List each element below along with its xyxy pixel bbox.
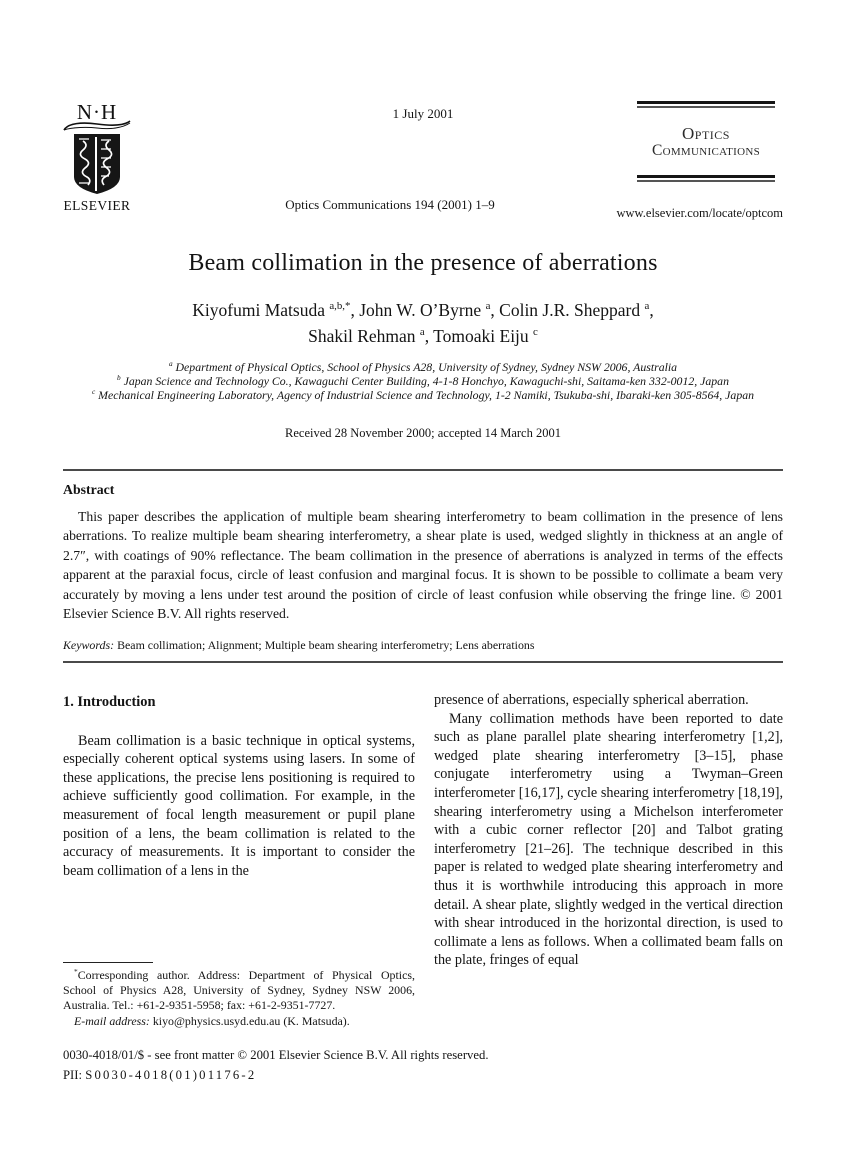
abstract-text: This paper describes the application of multiple beam shearing interferometry to beam collimation in the presence of lens aberrations. To realize multiple beam shearing interferometry, a shear plate is used, wedged slightly in thickness at an angle of 2.7″, with coatings of 90% reflectance. The beam collimation in the presence of aberrations is analyzed in terms of the effects apparent at the paraxial focus, circle of least confusion and marginal focus. It is shown to be possible to collimate a beam very accurately by moving a lens under test around the position of circle of least confusion while observing the fringe line. © 2001 Elsevier Science B.V. All rights reserved. <box>63 509 783 622</box>
elsevier-shield-icon <box>73 133 121 195</box>
footnote-marker: * <box>74 966 78 976</box>
journal-website-url: www.elsevier.com/locate/optcom <box>616 206 783 220</box>
intro-paragraph-left: Beam collimation is a basic technique in optical systems, especially coherent optical systems using lasers. In some of these applications, the precise lens positioning is required to achieve sufficiently good collimation. For example, in the measurement of focal length measurement or pupil plane position of a lens, the beam collimation is related to the accuracy of measurements. It is important to consider the beam collimation of a lens in the <box>63 732 415 879</box>
pii-label: PII: <box>63 1067 83 1082</box>
pii-line <box>63 1066 783 1086</box>
keywords-bottom-rule <box>63 661 783 663</box>
introduction-section <box>63 691 415 880</box>
affiliation-item: $^a$ Department of Physical Optics, School of Physics A28, University of Sydney, Sydney NSW 2006, Australia <box>168 359 678 374</box>
footnote-rule <box>63 962 153 963</box>
left-column <box>63 691 415 1029</box>
footnote-email <box>63 1014 415 1029</box>
author-line-1: Kiyofumi Matsuda $^{a,b,*}$, John W. O’Byrne $^a$, Colin J.R. Sheppard $^a$, <box>192 300 654 320</box>
affiliation-item: $^c$ Mechanical Engineering Laboratory, Agency of Industrial Science and Technology, 1-2 Namiki, Tsukuba-shi, Ibaraki-ken 305-8564, Japan <box>91 387 755 403</box>
section-heading-introduction: 1. Introduction <box>63 694 156 710</box>
north-holland-logo-text: N·H <box>76 100 118 124</box>
journal-name-line2: Communications <box>651 142 761 159</box>
author-line-2: Shakil Rehman $^a$, Tomoaki Eiju $^c$ <box>308 326 538 346</box>
affiliation-item: $^b$ Japan Science and Technology Co., Kawaguchi Center Building, 4-1-8 Honchyo, Kawaguchi-shi, Saitama-ken 332-0012, Japan <box>117 373 729 389</box>
intro-paragraph-right-2: Many collimation methods have been reported to date such as plane parallel plate shearing interferometry [1,2], wedged plate shearing interferometry [3–15], phase conjugate interferometry using a Twyman–Green interferometer [16,17], cycle shearing interferometry [18,19], shearing interferometry using a Michelson interferometer with a cubic corner reflector [20] and Talbot grating interferometry [21–26]. The technique described in this paper is related to wedged plate shearing interferometry and thus it is worthwhile introducing this approach in more detail. A shear plate, slightly wedged in the vertical direction with shear introduced in the horizontal direction, is used to collimate a lens as follows. When a collimated beam falls on the plate, fringes of equal <box>434 710 783 969</box>
journal-citation: Optics Communications 194 (2001) 1–9 <box>285 197 495 212</box>
double-rule-top <box>637 101 775 108</box>
email-address: kiyo@physics.usyd.edu.au (K. Matsuda). <box>152 1013 350 1028</box>
keywords-line <box>63 638 783 653</box>
affiliation-list <box>63 360 783 403</box>
keywords-text: Beam collimation; Alignment; Multiple beam shearing interferometry; Lens aberrations <box>117 638 535 652</box>
keywords-label: Keywords: <box>63 638 115 652</box>
author-list <box>0 297 846 349</box>
abstract-top-rule <box>63 469 783 471</box>
abstract-heading: Abstract <box>63 482 115 497</box>
publication-date: 1 July 2001 <box>392 106 454 121</box>
copyright-line: 0030-4018/01/$ - see front matter © 2001 Elsevier Science B.V. All rights reserved. <box>63 1048 489 1062</box>
journal-name-line1: Optics <box>682 124 730 143</box>
intro-paragraph-right-1: presence of aberrations, especially spherical aberration. <box>434 692 749 708</box>
journal-nameplate <box>637 101 775 182</box>
received-dates: Received 28 November 2000; accepted 14 March 2001 <box>285 426 561 440</box>
publisher-name: ELSEVIER <box>63 198 131 213</box>
corresponding-author-footnote <box>63 962 415 1029</box>
footnote-text: *Corresponding author. Address: Department of Physical Optics, School of Physics A28, University of Sydney, Sydney NSW 2006, Australia. Tel.: +61-2-9351-5958; fax: +61-2-9351-7727. <box>63 966 415 1013</box>
article-title: Beam collimation in the presence of aberrations <box>188 250 658 276</box>
right-column <box>434 691 783 1029</box>
email-label: E-mail address: <box>74 1013 150 1028</box>
double-rule-bottom <box>637 175 775 182</box>
pii-value: S0030-4018(01)01176-2 <box>85 1067 257 1082</box>
article-footer <box>63 1046 783 1085</box>
two-column-body <box>63 691 783 1029</box>
